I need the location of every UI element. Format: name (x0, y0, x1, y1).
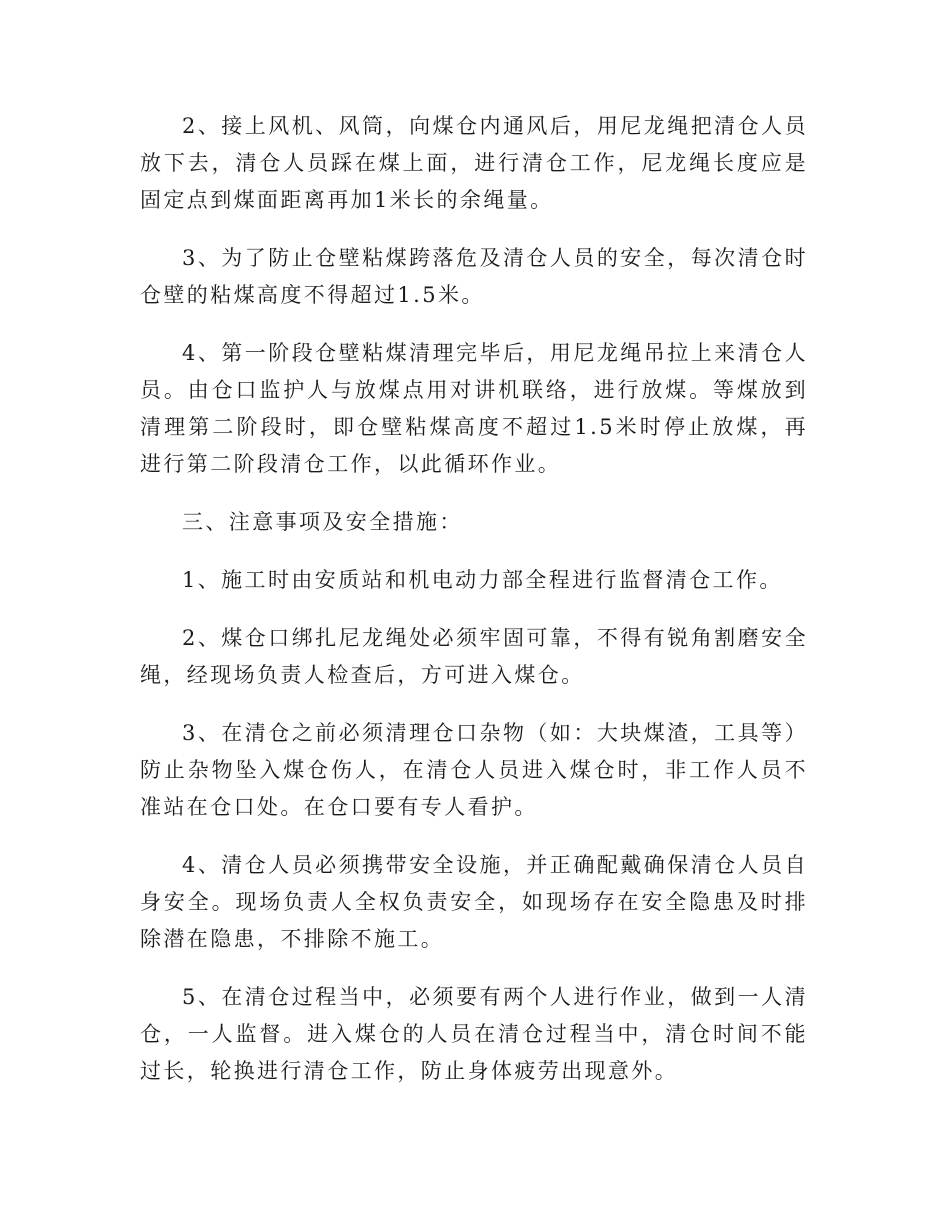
paragraph-safety-2: 2、煤仓口绑扎尼龙绳处必须牢固可靠，不得有锐角割磨安全绳，经现场负责人检查后，方可进入煤仓。 (140, 626, 808, 687)
section-heading-safety-measures: 三、注意事项及安全措施： (182, 510, 463, 534)
paragraph-step-3: 3、为了防止仓壁粘煤跨落危及清仓人员的安全，每次清仓时仓壁的粘煤高度不得超过1.5米。 (140, 246, 808, 307)
paragraph-step-4: 4、第一阶段仓壁粘煤清理完毕后，用尼龙绳吊拉上来清仓人员。由仓口监护人与放煤点用对讲机联络，进行放煤。等煤放到清理第二阶段时，即仓壁粘煤高度不超过1.5米时停止放煤，再进行第二阶段清仓工作，以此循环作业。 (140, 341, 808, 476)
paragraph-step-2: 2、接上风机、风筒，向煤仓内通风后，用尼龙绳把清仓人员放下去，清仓人员踩在煤上面，进行清仓工作，尼龙绳长度应是固定点到煤面距离再加1米长的余绳量。 (140, 114, 808, 212)
paragraph-safety-3: 3、在清仓之前必须清理仓口杂物（如：大块煤渣，工具等）防止杂物坠入煤仓伤人，在清仓人员进入煤仓时，非工作人员不准站在仓口处。在仓口要有专人看护。 (140, 721, 808, 819)
paragraph-safety-4: 4、清仓人员必须携带安全设施，并正确配戴确保清仓人员自身安全。现场负责人全权负责安全，如现场存在安全隐患及时排除潜在隐患，不排除不施工。 (140, 853, 808, 951)
paragraph-safety-1: 1、施工时由安质站和机电动力部全程进行监督清仓工作。 (182, 568, 783, 592)
document-page (140, 108, 808, 1111)
paragraph-safety-5: 5、在清仓过程当中，必须要有两个人进行作业，做到一人清仓，一人监督。进入煤仓的人员在清仓过程当中，清仓时间不能过长，轮换进行清仓工作，防止身体疲劳出现意外。 (140, 985, 808, 1083)
